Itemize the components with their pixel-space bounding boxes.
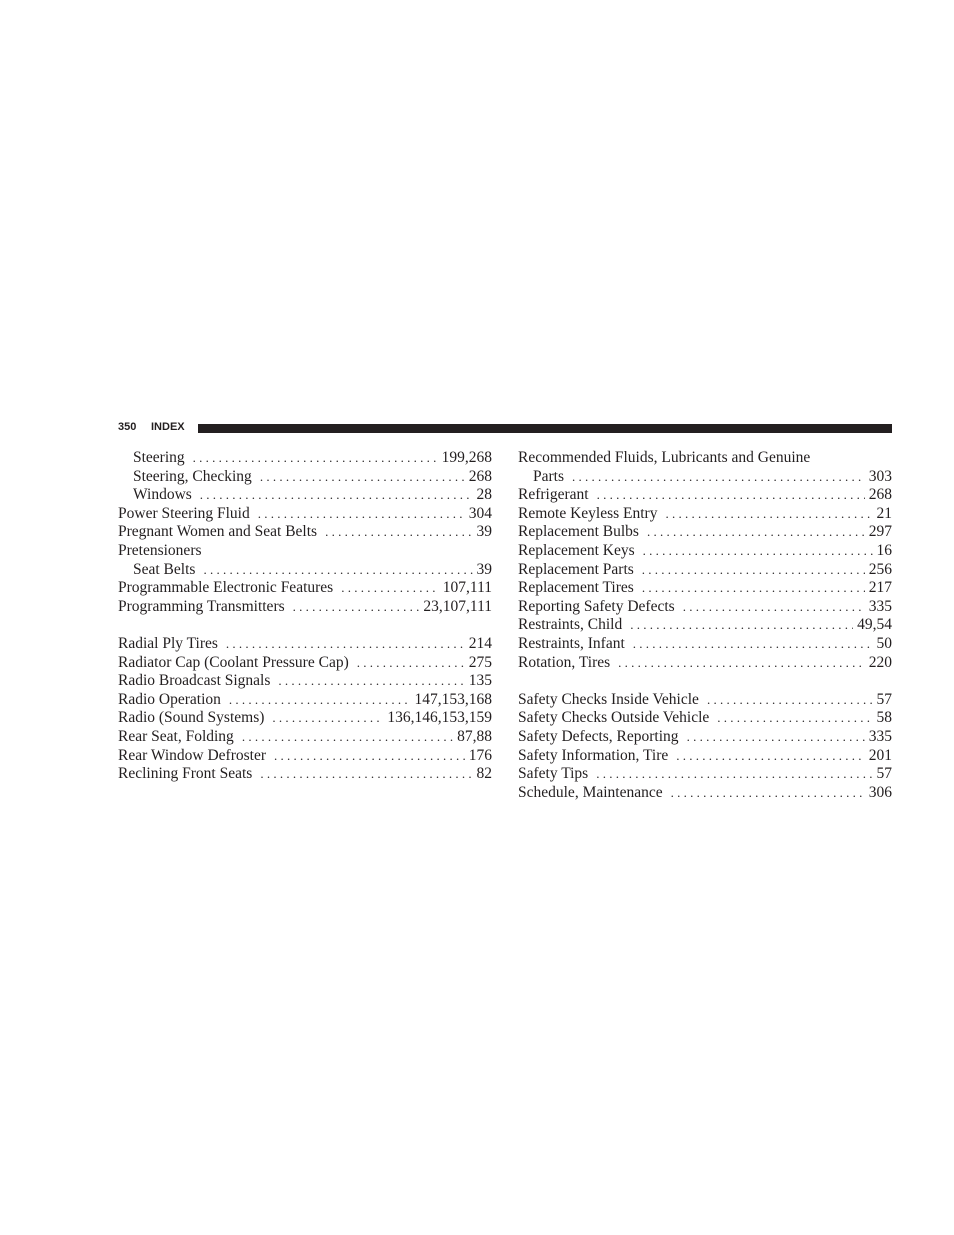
dot-leader xyxy=(596,765,872,784)
page-reference: 50 xyxy=(876,634,892,652)
index-term: Restraints, Infant xyxy=(518,634,625,652)
page-reference: 335 xyxy=(868,597,892,615)
page-reference: 275 xyxy=(468,653,492,671)
index-entry xyxy=(518,598,892,617)
dot-leader xyxy=(707,691,873,710)
page-reference: 199,268 xyxy=(441,449,492,466)
index-entry xyxy=(518,654,892,673)
page-reference: 49,54 xyxy=(857,616,892,634)
dot-leader xyxy=(260,765,472,784)
dot-leader xyxy=(226,635,465,654)
index-term: Seat Belts xyxy=(133,560,196,578)
index-entry xyxy=(118,523,492,542)
index-term: Pretensioners xyxy=(118,541,202,559)
page-reference: 135 xyxy=(468,672,492,690)
index-entry xyxy=(118,691,492,710)
index-term: Safety Information, Tire xyxy=(518,746,669,764)
index-term: Steering xyxy=(133,449,185,466)
index-term: Replacement Parts xyxy=(518,560,634,578)
index-entry xyxy=(518,449,892,468)
index-entry xyxy=(518,542,892,561)
page-header xyxy=(118,420,892,436)
dot-leader xyxy=(200,486,473,505)
dot-leader xyxy=(633,635,873,654)
index-entry xyxy=(518,709,892,728)
page-reference: 256 xyxy=(868,560,892,578)
index-term: Radio (Sound Systems) xyxy=(118,709,265,727)
index-subentry xyxy=(118,561,492,580)
index-entry xyxy=(518,728,892,747)
index-term: Replacement Tires xyxy=(518,579,634,597)
index-term: Windows xyxy=(133,486,192,504)
page-reference: 147,153,168 xyxy=(414,690,492,708)
page-reference: 220 xyxy=(868,653,892,671)
dot-leader xyxy=(687,728,865,747)
index-subentry xyxy=(118,468,492,487)
page-reference: 39 xyxy=(476,523,492,541)
index-entry xyxy=(118,672,492,691)
page-reference: 87,88 xyxy=(457,727,492,745)
page-reference: 335 xyxy=(868,727,892,745)
index-term: Schedule, Maintenance xyxy=(518,783,663,801)
index-term: Parts xyxy=(533,467,564,485)
page-reference: 306 xyxy=(868,783,892,801)
page-reference: 201 xyxy=(868,746,892,764)
index-entry xyxy=(518,523,892,542)
index-entry xyxy=(118,505,492,524)
index-term: Recommended Fluids, Lubricants and Genuine xyxy=(518,449,811,466)
page-reference: 268 xyxy=(868,486,892,504)
index-term: Reclining Front Seats xyxy=(118,765,253,783)
page-reference: 268 xyxy=(468,467,492,485)
dot-leader xyxy=(357,654,465,673)
index-term: Radial Ply Tires xyxy=(118,634,218,652)
dot-leader xyxy=(293,598,420,617)
index-entry xyxy=(118,635,492,654)
index-entry xyxy=(118,654,492,673)
dot-leader xyxy=(193,449,438,468)
dot-leader xyxy=(618,654,865,673)
index-term: Rotation, Tires xyxy=(518,653,611,671)
dot-leader xyxy=(572,468,865,487)
page-reference: 58 xyxy=(876,709,892,727)
page-reference: 304 xyxy=(468,504,492,522)
dot-leader xyxy=(647,523,865,542)
index-term: Power Steering Fluid xyxy=(118,504,250,522)
page-reference: 39 xyxy=(476,560,492,578)
index-entry xyxy=(518,784,892,803)
index-entry xyxy=(118,747,492,766)
dot-leader xyxy=(642,579,865,598)
index-term: Programmable Electronic Features xyxy=(118,579,334,597)
dot-leader xyxy=(642,561,865,580)
index-term: Rear Window Defroster xyxy=(118,746,267,764)
page-reference: 57 xyxy=(876,765,892,783)
page-number: 350 xyxy=(118,421,137,433)
header-rule xyxy=(198,424,892,433)
index-column-right xyxy=(518,449,892,802)
dot-leader xyxy=(203,561,472,580)
dot-leader xyxy=(341,579,439,598)
index-term: Steering, Checking xyxy=(133,467,252,485)
page-reference: 107,111 xyxy=(442,579,492,597)
index-entry xyxy=(118,709,492,728)
page-reference: 28 xyxy=(476,486,492,504)
index-term: Radiator Cap (Coolant Pressure Cap) xyxy=(118,653,349,671)
index-column-left xyxy=(118,449,492,784)
dot-leader xyxy=(229,691,411,710)
index-term: Safety Tips xyxy=(518,765,589,783)
index-term: Restraints, Child xyxy=(518,616,623,634)
page-reference: 57 xyxy=(876,690,892,708)
index-term: Remote Keyless Entry xyxy=(518,504,658,522)
index-term: Safety Checks Outside Vehicle xyxy=(518,709,710,727)
dot-leader xyxy=(272,709,383,728)
index-entry xyxy=(518,747,892,766)
page-reference: 21 xyxy=(876,504,892,522)
index-entry xyxy=(118,579,492,598)
index-entry xyxy=(518,635,892,654)
index-term: Replacement Bulbs xyxy=(518,523,639,541)
dot-leader xyxy=(671,784,865,803)
page-reference: 82 xyxy=(476,765,492,783)
section-title: INDEX xyxy=(151,421,185,433)
dot-leader xyxy=(242,728,453,747)
index-term: Radio Broadcast Signals xyxy=(118,672,271,690)
page-reference: 176 xyxy=(468,746,492,764)
index-subentry xyxy=(118,486,492,505)
page-reference: 136,146,153,159 xyxy=(387,709,492,727)
index-subentry xyxy=(518,468,892,487)
page-reference: 16 xyxy=(876,541,892,559)
index-entry xyxy=(518,561,892,580)
index-term: Refrigerant xyxy=(518,486,589,504)
index-entry xyxy=(118,765,492,784)
section-gap xyxy=(518,672,892,691)
index-term: Pregnant Women and Seat Belts xyxy=(118,523,318,541)
dot-leader xyxy=(676,747,865,766)
index-entry xyxy=(118,728,492,747)
page-reference: 217 xyxy=(868,579,892,597)
index-term: Rear Seat, Folding xyxy=(118,727,234,745)
dot-leader xyxy=(683,598,865,617)
page-reference: 297 xyxy=(868,523,892,541)
index-term: Safety Defects, Reporting xyxy=(518,727,679,745)
dot-leader xyxy=(278,672,464,691)
dot-leader xyxy=(258,505,465,524)
index-entry xyxy=(518,691,892,710)
dot-leader xyxy=(260,468,465,487)
dot-leader xyxy=(597,486,865,505)
index-term: Replacement Keys xyxy=(518,541,635,559)
dot-leader xyxy=(274,747,465,766)
index-entry xyxy=(118,542,492,561)
page-reference: 303 xyxy=(868,467,892,485)
index-term: Programming Transmitters xyxy=(118,597,285,615)
index-term: Safety Checks Inside Vehicle xyxy=(518,690,699,708)
index-entry xyxy=(518,579,892,598)
index-entry xyxy=(518,616,892,635)
index-subentry xyxy=(118,449,492,468)
index-term: Radio Operation xyxy=(118,690,221,708)
dot-leader xyxy=(325,523,472,542)
index-term: Reporting Safety Defects xyxy=(518,597,675,615)
index-entry xyxy=(518,765,892,784)
page-reference: 23,107,111 xyxy=(423,597,492,615)
index-entry xyxy=(518,505,892,524)
dot-leader xyxy=(717,709,872,728)
index-entry xyxy=(118,598,492,617)
section-gap xyxy=(118,616,492,635)
index-entry xyxy=(518,486,892,505)
dot-leader xyxy=(665,505,872,524)
dot-leader xyxy=(630,616,853,635)
page-reference: 214 xyxy=(468,634,492,652)
dot-leader xyxy=(643,542,873,561)
